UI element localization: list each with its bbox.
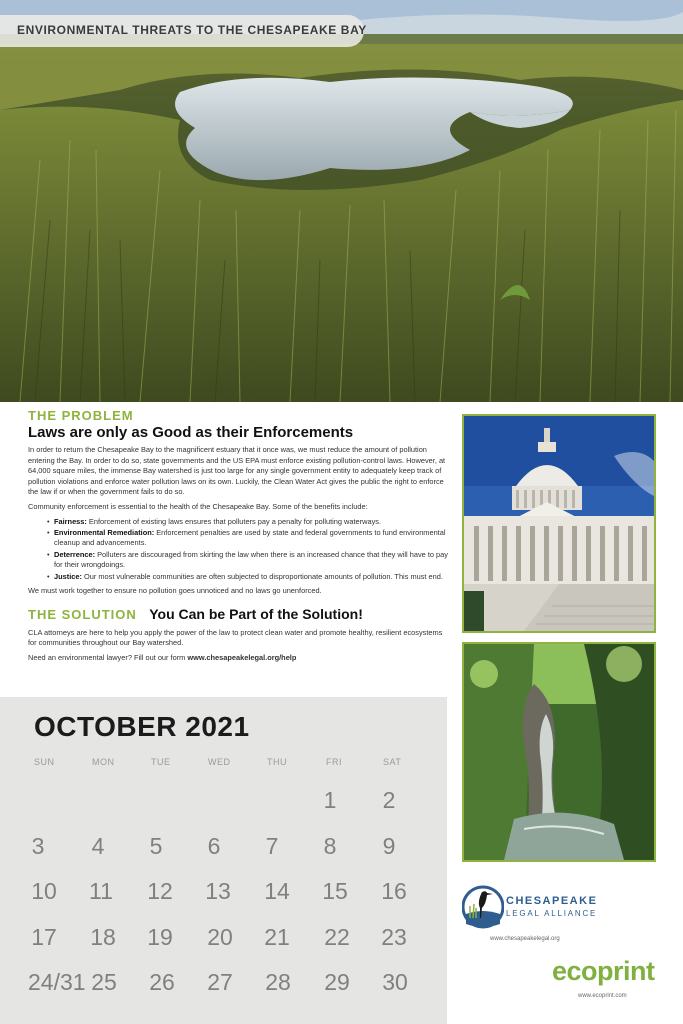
weekday-thu: THU: [267, 757, 287, 767]
cla-name-line2: LEGAL ALLIANCE: [506, 909, 598, 918]
calendar-day: 25: [91, 969, 117, 995]
article: [28, 408, 452, 663]
cla-logo[interactable]: [462, 882, 652, 942]
calendar-day: 20: [207, 924, 233, 950]
calendar-month: OCTOBER 2021: [34, 711, 250, 742]
calendar-day: 21: [264, 924, 290, 950]
calendar-day: 30: [382, 969, 408, 995]
problem-intro: In order to return the Chesapeake Bay to the magnificent estuary that it once was, we must reduce the amount of pollution entering the Bay. In order to do so, state governments and the US EPA must enforce existing pollution-control laws. However, at 64,000 square miles, the immense Bay watershed is just too large for any single government entity to adequately keep track of pollution violations and enforce water pollution laws on its own. Luckily, the Clean Water Act gives the public the right to enforce the law if or when the government fails to do so.: [28, 445, 446, 497]
help-link[interactable]: www.chesapeakelegal.org/help: [187, 652, 297, 662]
benefit-term: Deterrence:: [54, 549, 96, 559]
solution-cta: [28, 653, 452, 664]
calendar-day: 27: [207, 969, 233, 995]
cla-url[interactable]: www.chesapeakelegal.org: [490, 936, 560, 942]
calendar-day: 14: [264, 878, 290, 904]
calendar-day-24-31: 24/31: [28, 969, 86, 995]
calendar-day: 19: [147, 924, 173, 950]
banner: [0, 15, 367, 47]
solution-heading: [28, 605, 452, 624]
creek-illustration: [464, 644, 654, 860]
calendar-day: 6: [207, 833, 221, 859]
benefit-term: Fairness:: [54, 516, 87, 526]
creek-photo: [462, 642, 656, 862]
weekday-wed: WED: [208, 757, 231, 767]
weekday-sun: SUN: [34, 757, 55, 767]
benefit-item: [48, 572, 452, 582]
marsh-illustration: [0, 0, 683, 402]
banner-title: ENVIRONMENTAL THREATS TO THE CHESAPEAKE BAY: [17, 23, 367, 37]
benefits-list: [28, 517, 452, 582]
calendar-day: 5: [149, 833, 163, 859]
calendar-day: 13: [205, 878, 231, 904]
problem-lead: Community enforcement is essential to the health of the Chesapeake Bay. Some of the benefits include:: [28, 501, 368, 511]
calendar-day: 15: [322, 878, 348, 904]
calendar-day: 22: [324, 924, 350, 950]
problem-closing: We must work together to ensure no pollution goes unnoticed and no laws go unenforced.: [28, 586, 322, 595]
hero-marsh-photo: [0, 0, 683, 402]
capitol-illustration: [464, 416, 654, 631]
calendar-day: 23: [381, 924, 407, 950]
benefit-text: Enforcement penalties are used by state and federal governments to fund environmental cleanup and advancements.: [54, 527, 446, 548]
solution-body: CLA attorneys are here to help you apply the power of the law to protect clean water and promote healthy, resilient ecosystems for communities throughout our Bay watershed.: [28, 627, 443, 648]
calendar-day: 11: [89, 878, 113, 904]
calendar-day: 26: [149, 969, 175, 995]
calendar-day: 2: [382, 787, 396, 813]
calendar: [0, 697, 447, 1024]
calendar-day: 9: [382, 833, 396, 859]
calendar-day: 12: [147, 878, 173, 904]
benefit-item: [48, 517, 452, 527]
problem-kicker: THE PROBLEM: [28, 408, 134, 423]
benefit-text: Enforcement of existing laws ensures that polluters pay a penalty for polluting waterways.: [86, 516, 382, 526]
weekday-tue: TUE: [151, 757, 171, 767]
benefit-item: [48, 550, 452, 571]
calendar-day: 3: [31, 833, 45, 859]
benefit-term: Environmental Remediation:: [54, 527, 155, 537]
calendar-day: 1: [323, 787, 337, 813]
cla-name-line1: CHESAPEAKE: [506, 895, 598, 907]
benefit-text: Polluters are discouraged from skirting the law when there is an increased chance that they will have to pay for their wrongdoings.: [54, 549, 448, 570]
calendar-day: 4: [91, 833, 105, 859]
heron-icon: [462, 884, 504, 930]
calendar-day: 29: [324, 969, 350, 995]
ecoprint-logo[interactable]: ecoprint: [552, 956, 655, 986]
benefit-term: Justice:: [54, 571, 82, 581]
benefit-item: [48, 528, 452, 549]
capitol-photo: [462, 414, 656, 633]
calendar-day: 16: [381, 878, 407, 904]
weekday-fri: FRI: [326, 757, 342, 767]
problem-headline: Laws are only as Good as their Enforcements: [28, 424, 354, 441]
benefit-text: Our most vulnerable communities are often subjected to disproportionate amounts of pollution. This must end.: [81, 571, 443, 581]
weekday-mon: MON: [92, 757, 115, 767]
calendar-day: 28: [265, 969, 291, 995]
weekday-sat: SAT: [383, 757, 402, 767]
cta-prefix: Need an environmental lawyer? Fill out our form: [28, 652, 188, 662]
solution-kicker: THE SOLUTION: [28, 606, 137, 622]
solution-headline: You Can be Part of the Solution!: [149, 605, 363, 622]
ecoprint-url[interactable]: www.ecoprint.com: [578, 993, 627, 999]
calendar-day: 17: [31, 924, 57, 950]
calendar-day: 7: [265, 833, 279, 859]
calendar-day: 8: [323, 833, 337, 859]
calendar-day: 18: [90, 924, 116, 950]
calendar-day: 10: [31, 878, 57, 904]
